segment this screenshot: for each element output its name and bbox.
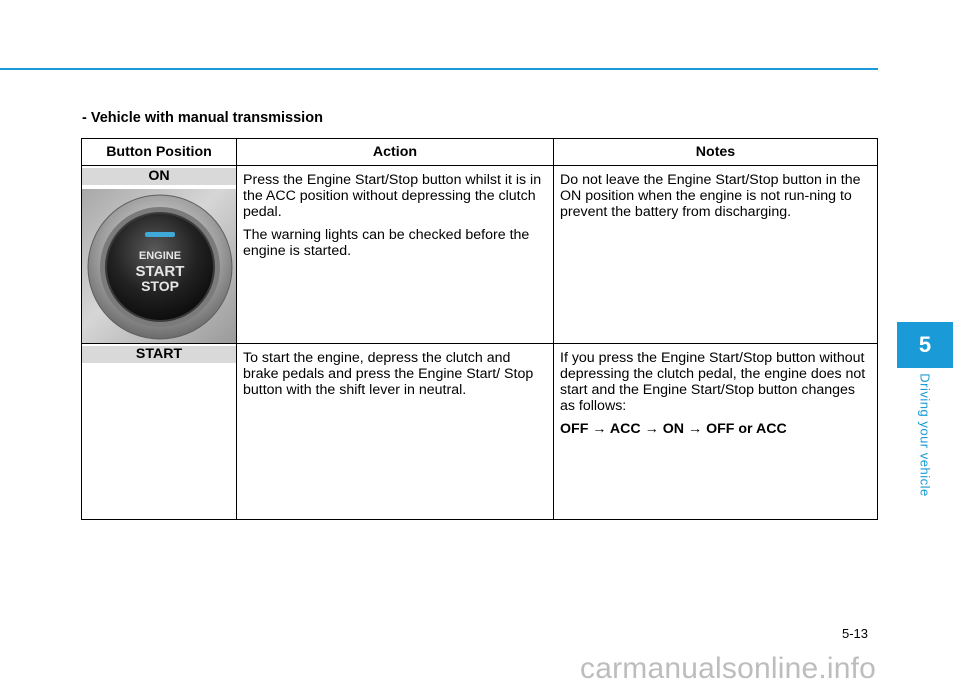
header-rule: [0, 68, 878, 70]
notes-text: If you press the Engine Start/Stop button without depressing the clutch pedal, the engine does not start and the Engine Start/Stop button changes as follows:: [560, 350, 866, 414]
action-cell: [237, 166, 554, 344]
button-stop-text: STOP: [141, 278, 179, 294]
table-row: [82, 344, 878, 520]
notes-text: Do not leave the Engine Start/Stop button in the ON position when the engine is not run-ning to prevent the battery from discharging.: [560, 172, 861, 220]
notes-cell: [554, 166, 878, 344]
engine-start-stop-button-image: [82, 189, 236, 343]
action-cell: [237, 344, 554, 520]
action-text: The warning lights can be checked before the engine is started.: [243, 227, 530, 259]
position-label-on: ON: [82, 168, 236, 185]
page-number: 5-13: [842, 626, 869, 641]
position-cell: [82, 344, 237, 520]
button-state-sequence: OFF → ACC → ON → OFF or ACC: [560, 421, 787, 437]
section-title: - Vehicle with manual transmission: [82, 110, 323, 126]
engine-start-stop-button-icon: [82, 189, 236, 343]
position-label-start: START: [82, 346, 236, 363]
watermark: carmanualsonline.info: [580, 652, 877, 685]
chapter-label: Driving your vehicle: [917, 373, 933, 497]
button-position-table: [81, 138, 878, 520]
notes-cell: [554, 344, 878, 520]
header-button-position: Button Position: [82, 139, 237, 166]
position-cell: [82, 166, 237, 344]
header-notes: Notes: [554, 139, 878, 166]
button-start-text: START: [135, 263, 185, 280]
header-action: Action: [237, 139, 554, 166]
table-header-row: [82, 139, 878, 166]
table-row: [82, 166, 878, 344]
button-engine-text: ENGINE: [138, 250, 182, 262]
action-text: To start the engine, depress the clutch and brake pedals and press the Engine Start/ Stop button with the shift lever in neutral.: [243, 350, 534, 398]
chapter-tab: 5: [897, 322, 953, 368]
action-text: Press the Engine Start/Stop button whilst it is in the ACC position without depressing the clutch pedal.: [243, 172, 542, 220]
